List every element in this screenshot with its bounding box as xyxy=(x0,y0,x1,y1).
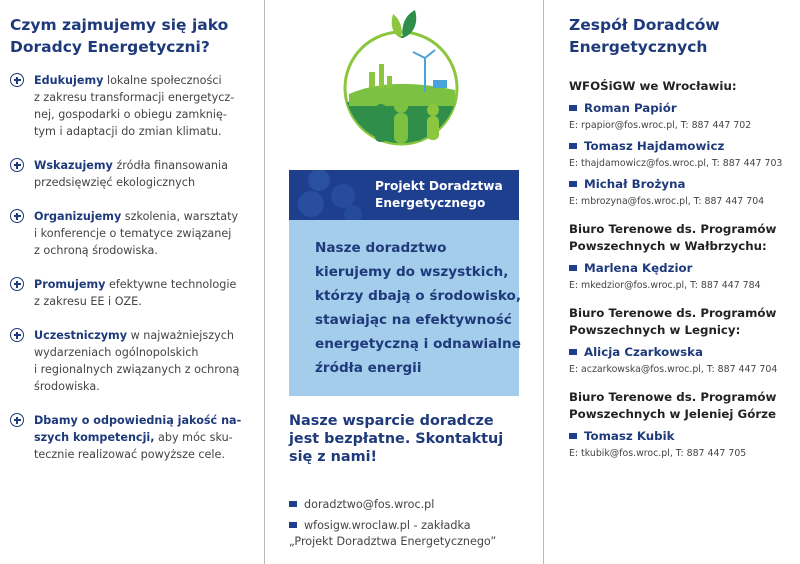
plus-circle-icon xyxy=(10,209,24,223)
office-name: Biuro Terenowe ds. Programów Powszechnych w Jeleniej Górze xyxy=(569,390,777,421)
advisor-name: Tomasz Kubik xyxy=(569,428,792,445)
office-group xyxy=(569,305,792,377)
list-item: Dbamy o odpowiednią jakość na- szych kompetencji, aby móc sku- tecznie realizować powyższe cele. xyxy=(10,412,252,463)
office-group xyxy=(569,78,792,209)
square-bullet-icon xyxy=(569,181,577,187)
right-column xyxy=(544,0,800,564)
office-name: Biuro Terenowe ds. Programów Powszechnych w Wałbrzychu: xyxy=(569,222,777,253)
square-bullet-icon xyxy=(569,143,577,149)
square-bullet-icon xyxy=(289,501,297,507)
middle-column xyxy=(264,0,544,564)
office-name: Biuro Terenowe ds. Programów Powszechnych w Legnicy: xyxy=(569,306,777,337)
message-text: Nasze doradztwo kierujemy do wszystkich, którzy dbają o środowisko, stawiając na efektywność energetyczną i odnawialne źródła energii xyxy=(315,240,522,376)
contact-email[interactable]: doradztwo@fos.wroc.pl xyxy=(289,497,434,513)
advisor-contact: E: tkubik@fos.wroc.pl, T: 887 447 705 xyxy=(569,448,747,459)
team-heading: Zespół Doradców Energetycznych xyxy=(569,16,720,56)
advisor-contact: E: aczarkowska@fos.wroc.pl, T: 887 447 704 xyxy=(569,364,778,375)
advisor-name: Marlena Kędzior xyxy=(569,260,792,277)
list-item: Wskazujemy źródła finansowania przedsięwzięć ekologicznych xyxy=(10,157,252,191)
plus-circle-icon xyxy=(10,73,24,87)
plus-circle-icon xyxy=(10,413,24,427)
square-bullet-icon xyxy=(569,433,577,439)
eco-energy-logo-icon xyxy=(329,6,479,156)
office-group xyxy=(569,221,792,293)
office-group xyxy=(569,389,792,461)
advisor-name: Michał Brożyna xyxy=(569,176,792,193)
advisor-name: Roman Papiór xyxy=(569,100,792,117)
plus-circle-icon xyxy=(10,328,24,342)
list-item: Uczestniczymy w najważniejszych wydarzeniach ogólnopolskich i regionalnych związanych z ochroną środowiska. xyxy=(10,327,252,395)
square-bullet-icon xyxy=(569,105,577,111)
contact-website[interactable]: wfosigw.wroclaw.pl - zakładka „Projekt Doradztwa Energetycznego” xyxy=(289,519,497,548)
list-item: Edukujemy lokalne społeczności z zakresu transformacji energetycz- nej, gospodarki o obiegu zamknię- tym i adaptacji do zmian klimatu. xyxy=(10,72,252,140)
advisor-contact: E: rpapior@fos.wroc.pl, T: 887 447 702 xyxy=(569,120,752,131)
left-column xyxy=(0,0,264,564)
advisor-name: Alicja Czarkowska xyxy=(569,344,792,361)
plus-circle-icon xyxy=(10,277,24,291)
list-item: Promujemy efektywne technologie z zakresu EE i OZE. xyxy=(10,276,252,310)
square-bullet-icon xyxy=(289,522,297,528)
support-heading: Nasze wsparcie doradcze jest bezpłatne. Skontaktuj się z nami! xyxy=(289,413,504,465)
advisor-contact: E: mbrozyna@fos.wroc.pl, T: 887 447 704 xyxy=(569,196,765,207)
advisor-name: Tomasz Hajdamowicz xyxy=(569,138,792,155)
advisor-contact: E: thajdamowicz@fos.wroc.pl, T: 887 447 703 xyxy=(569,158,783,169)
square-bullet-icon xyxy=(569,265,577,271)
advisor-contact: E: mkedzior@fos.wroc.pl, T: 887 447 784 xyxy=(569,280,761,291)
office-name: WFOŚiGW we Wrocławiu: xyxy=(569,79,737,93)
banner-title: Projekt Doradztwa Energetycznego xyxy=(375,179,503,210)
project-banner xyxy=(289,170,519,220)
message-box xyxy=(289,220,522,396)
left-heading: Czym zajmujemy się jako Doradcy Energetyczni? xyxy=(10,16,229,56)
plus-circle-icon xyxy=(10,158,24,172)
square-bullet-icon xyxy=(569,349,577,355)
eu-stars-icon xyxy=(289,170,379,220)
list-item: Organizujemy szkolenia, warsztaty i konferencje o tematyce związanej z ochroną środowiska. xyxy=(10,208,252,259)
